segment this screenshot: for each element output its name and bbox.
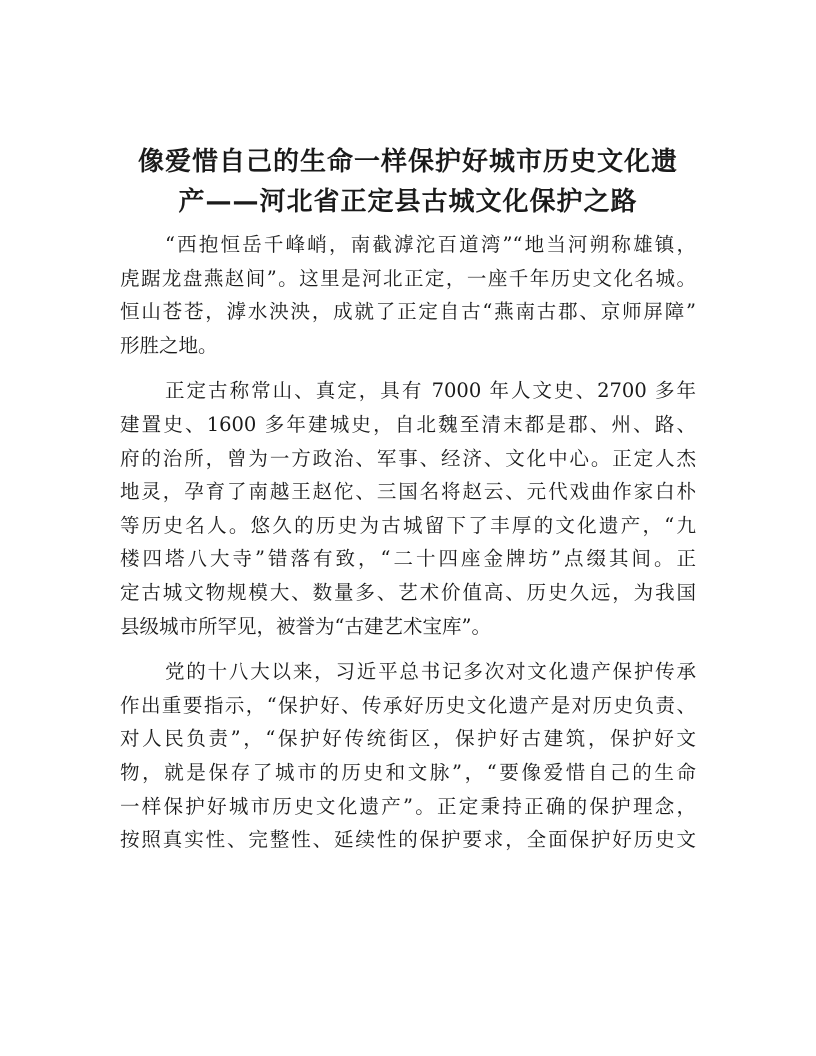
text-line: 恒山苍苍，滹水泱泱，成就了正定自古“燕南古郡、京师屏障” xyxy=(120,300,696,324)
title-line: 像爱惜自己的生命一样保护好城市历史文化遗 xyxy=(137,147,678,177)
text-line: 一样保护好城市历史文化遗产”。正定秉持正确的保护理念， xyxy=(120,794,696,818)
text-line: 地灵，孕育了南越王赵佗、三国名将赵云、元代戏曲作家白朴 xyxy=(120,480,696,504)
document-title xyxy=(100,142,716,222)
text-line: 楼四塔八大寺”错落有致，“二十四座金牌坊”点缀其间。正 xyxy=(120,547,696,571)
title-line: 产——河北省正定县古城文化保护之路 xyxy=(178,187,638,217)
text-line: 按照真实性、完整性、延续性的保护要求，全面保护好历史文 xyxy=(120,828,696,852)
document-body xyxy=(120,228,696,869)
text-line: “西抱恒岳千峰峭，南截滹沱百道湾”“地当河朔称雄镇， xyxy=(165,233,696,256)
paragraph xyxy=(120,655,696,857)
paragraph xyxy=(120,374,696,643)
text-line: 等历史名人。悠久的历史为古城留下了丰厚的文化遗产，“九 xyxy=(120,513,696,537)
text-line: 虎踞龙盘燕赵间”。这里是河北正定，一座千年历史文化名城。 xyxy=(120,266,696,290)
text-line: 党的十八大以来，习近平总书记多次对文化遗产保护传承 xyxy=(165,660,696,684)
text-line: 对人民负责”，“保护好传统街区，保护好古建筑，保护好文 xyxy=(120,727,696,751)
text-line: 物，就是保存了城市的历史和文脉”，“要像爱惜自己的生命 xyxy=(120,760,696,784)
text-line: 府的治所，曾为一方政治、军事、经济、文化中心。正定人杰 xyxy=(120,446,696,470)
text-line: 定古城文物规模大、数量多、艺术价值高、历史久远，为我国 xyxy=(120,580,696,604)
text-line: 正定古称常山、真定，具有 7000 年人文史、2700 多年 xyxy=(165,379,696,403)
paragraph xyxy=(120,228,696,362)
text-line: 作出重要指示，“保护好、传承好历史文化遗产是对历史负责、 xyxy=(120,693,696,717)
text-line: 建置史、1600 多年建城史，自北魏至清末都是郡、州、路、 xyxy=(120,412,696,436)
text-line: 形胜之地。 xyxy=(120,333,218,357)
text-line: 县级城市所罕见，被誉为“古建艺术宝库”。 xyxy=(120,614,491,638)
